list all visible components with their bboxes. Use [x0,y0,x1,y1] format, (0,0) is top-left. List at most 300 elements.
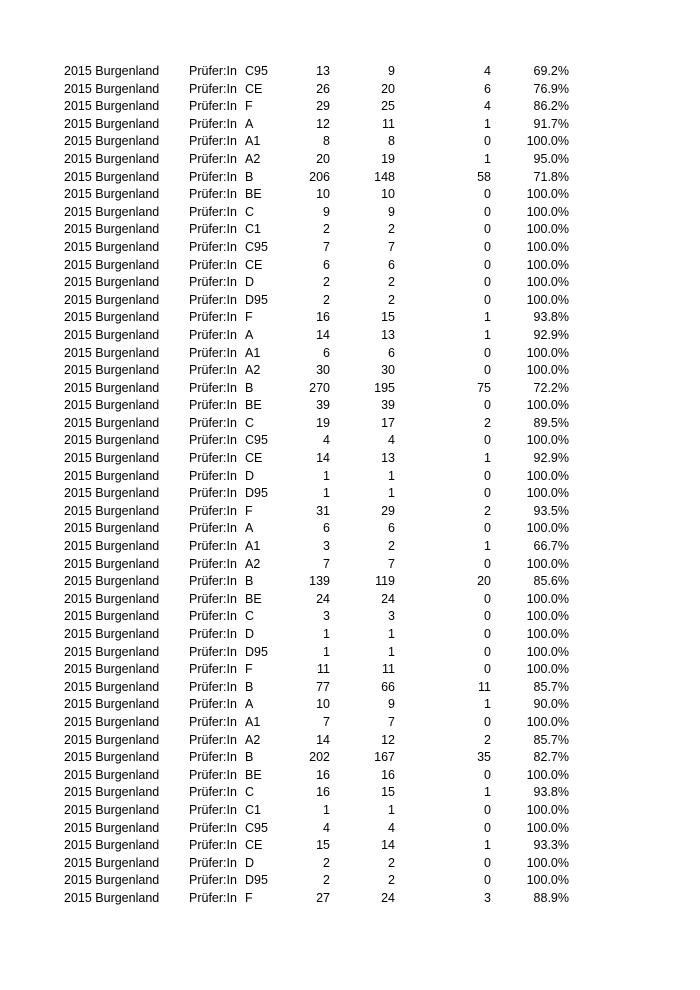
year-region-cell: 2015 Burgenland [64,609,160,624]
year-region-cell: 2015 Burgenland [64,81,160,96]
class-cell: D95 [245,292,268,307]
passed-cell: 1 [388,644,395,659]
total-cell: 1 [323,802,330,817]
year-region-cell: 2015 Burgenland [64,187,160,202]
total-cell: 1 [323,486,330,501]
year-region-cell: 2015 Burgenland [64,99,160,114]
role-cell: Prüfer:In [189,81,237,96]
class-cell: D95 [245,644,268,659]
total-cell: 2 [323,855,330,870]
total-cell: 1 [323,644,330,659]
year-region-cell: 2015 Burgenland [64,820,160,835]
rate-cell: 100.0% [526,627,569,641]
passed-cell: 66 [381,679,395,694]
table-row [0,133,700,151]
failed-cell: 0 [484,363,491,378]
failed-cell: 0 [484,714,491,729]
total-cell: 2 [323,292,330,307]
rate-cell: 76.9% [533,81,569,96]
class-cell: D [245,627,255,641]
rate-cell: 100.0% [526,855,569,870]
rate-cell: 100.0% [526,433,569,448]
role-cell: Prüfer:In [189,363,237,378]
table-row [0,732,700,750]
rate-cell: 100.0% [526,187,569,202]
year-region-cell: 2015 Burgenland [64,644,160,659]
year-region-cell: 2015 Burgenland [64,327,160,342]
class-cell: BE [245,591,262,606]
rate-cell: 93.8% [533,785,569,800]
rate-cell: 100.0% [526,134,569,149]
total-cell: 16 [316,310,330,325]
failed-cell: 1 [484,116,491,131]
table-row [0,151,700,169]
total-cell: 8 [323,134,330,149]
rate-cell: 71.8% [533,169,569,184]
year-region-cell: 2015 Burgenland [64,257,160,272]
total-cell: 4 [323,820,330,835]
table-row [0,204,700,222]
role-cell: Prüfer:In [189,451,237,466]
passed-cell: 6 [388,257,395,272]
passed-cell: 2 [388,292,395,307]
failed-cell: 11 [478,679,491,694]
passed-cell: 25 [381,99,395,114]
role-cell: Prüfer:In [189,767,237,782]
class-cell: B [245,679,254,694]
total-cell: 2 [323,275,330,290]
class-cell: D [245,855,255,870]
year-region-cell: 2015 Burgenland [64,697,160,712]
rate-cell: 100.0% [526,486,569,501]
passed-cell: 2 [388,275,395,290]
class-cell: A1 [245,134,261,149]
role-cell: Prüfer:In [189,732,237,747]
table-row [0,591,700,609]
total-cell: 4 [323,433,330,448]
total-cell: 270 [309,380,330,395]
class-cell: D [245,468,255,483]
role-cell: Prüfer:In [189,327,237,342]
rate-cell: 100.0% [526,345,569,360]
role-cell: Prüfer:In [189,380,237,395]
class-cell: B [245,380,254,395]
total-cell: 24 [316,591,330,606]
table-row [0,538,700,556]
table-row [0,608,700,626]
role-cell: Prüfer:In [189,187,237,202]
class-cell: BE [245,187,262,202]
class-cell: D95 [245,873,268,888]
year-region-cell: 2015 Burgenland [64,714,160,729]
passed-cell: 29 [381,503,395,518]
rate-cell: 90.0% [533,697,569,712]
rate-cell: 100.0% [526,521,569,536]
class-cell: CE [245,451,263,466]
total-cell: 9 [323,204,330,219]
year-region-cell: 2015 Burgenland [64,750,160,765]
rate-cell: 100.0% [526,662,569,677]
failed-cell: 0 [484,556,491,571]
table-row [0,63,700,81]
failed-cell: 35 [477,750,491,765]
table-row [0,679,700,697]
passed-cell: 15 [381,310,395,325]
year-region-cell: 2015 Burgenland [64,275,160,290]
total-cell: 16 [316,767,330,782]
passed-cell: 14 [381,838,395,853]
total-cell: 6 [323,521,330,536]
class-cell: F [245,310,253,325]
passed-cell: 24 [381,591,395,606]
class-cell: D [245,275,255,290]
passed-cell: 11 [382,662,395,677]
role-cell: Prüfer:In [189,521,237,536]
class-cell: A1 [245,345,261,360]
role-cell: Prüfer:In [189,750,237,765]
failed-cell: 2 [484,415,491,430]
total-cell: 12 [316,116,330,131]
passed-cell: 17 [381,415,395,430]
class-cell: C [245,415,255,430]
passed-cell: 39 [381,398,395,413]
failed-cell: 1 [484,785,491,800]
failed-cell: 0 [484,662,491,677]
total-cell: 10 [316,697,330,712]
rate-cell: 93.3% [533,838,569,853]
passed-cell: 16 [381,767,395,782]
table-row [0,257,700,275]
role-cell: Prüfer:In [189,679,237,694]
year-region-cell: 2015 Burgenland [64,468,160,483]
total-cell: 11 [317,662,330,677]
rate-cell: 100.0% [526,609,569,624]
table-row [0,415,700,433]
passed-cell: 6 [388,521,395,536]
failed-cell: 20 [477,574,491,589]
year-region-cell: 2015 Burgenland [64,380,160,395]
role-cell: Prüfer:In [189,486,237,501]
table-row [0,820,700,838]
failed-cell: 1 [484,838,491,853]
failed-cell: 75 [477,380,491,395]
total-cell: 2 [323,222,330,237]
failed-cell: 0 [484,275,491,290]
rate-cell: 100.0% [526,398,569,413]
rate-cell: 100.0% [526,873,569,888]
table-row [0,626,700,644]
table-row [0,468,700,486]
role-cell: Prüfer:In [189,275,237,290]
table-row [0,292,700,310]
year-region-cell: 2015 Burgenland [64,627,160,641]
total-cell: 29 [316,99,330,114]
year-region-cell: 2015 Burgenland [64,662,160,677]
role-cell: Prüfer:In [189,257,237,272]
class-cell: C1 [245,802,261,817]
table-row [0,239,700,257]
passed-cell: 167 [374,750,395,765]
class-cell: C95 [245,433,268,448]
passed-cell: 2 [388,855,395,870]
role-cell: Prüfer:In [189,415,237,430]
table-row [0,644,700,662]
table-row [0,309,700,327]
year-region-cell: 2015 Burgenland [64,503,160,518]
class-cell: BE [245,767,262,782]
table-row [0,503,700,521]
year-region-cell: 2015 Burgenland [64,222,160,237]
role-cell: Prüfer:In [189,802,237,817]
class-cell: C [245,204,255,219]
rate-cell: 100.0% [526,222,569,237]
failed-cell: 0 [484,644,491,659]
year-region-cell: 2015 Burgenland [64,785,160,800]
failed-cell: 0 [484,609,491,624]
year-region-cell: 2015 Burgenland [64,732,160,747]
year-region-cell: 2015 Burgenland [64,239,160,254]
table-row [0,520,700,538]
failed-cell: 0 [484,257,491,272]
table-row [0,362,700,380]
role-cell: Prüfer:In [189,222,237,237]
passed-cell: 7 [388,239,395,254]
failed-cell: 0 [484,187,491,202]
year-region-cell: 2015 Burgenland [64,539,160,554]
role-cell: Prüfer:In [189,890,237,905]
total-cell: 16 [316,785,330,800]
total-cell: 39 [316,398,330,413]
year-region-cell: 2015 Burgenland [64,415,160,430]
rate-cell: 88.9% [533,890,569,905]
passed-cell: 30 [381,363,395,378]
passed-cell: 7 [388,714,395,729]
rate-cell: 100.0% [526,591,569,606]
passed-cell: 13 [381,327,395,342]
role-cell: Prüfer:In [189,292,237,307]
year-region-cell: 2015 Burgenland [64,574,160,589]
class-cell: C95 [245,239,268,254]
table-row [0,432,700,450]
total-cell: 26 [316,81,330,96]
rate-cell: 86.2% [533,99,569,114]
table-row [0,221,700,239]
year-region-cell: 2015 Burgenland [64,204,160,219]
class-cell: D95 [245,486,268,501]
year-region-cell: 2015 Burgenland [64,398,160,413]
table-row [0,556,700,574]
rate-cell: 91.7% [533,116,569,131]
table-row [0,397,700,415]
passed-cell: 6 [388,345,395,360]
failed-cell: 1 [484,539,491,554]
year-region-cell: 2015 Burgenland [64,151,160,166]
total-cell: 3 [323,539,330,554]
year-region-cell: 2015 Burgenland [64,838,160,853]
passed-cell: 11 [382,116,395,131]
rate-cell: 100.0% [526,363,569,378]
passed-cell: 8 [388,134,395,149]
role-cell: Prüfer:In [189,539,237,554]
rate-cell: 93.8% [533,310,569,325]
rate-cell: 69.2% [533,64,569,78]
role-cell: Prüfer:In [189,169,237,184]
failed-cell: 58 [477,169,491,184]
year-region-cell: 2015 Burgenland [64,767,160,782]
role-cell: Prüfer:In [189,99,237,114]
year-region-cell: 2015 Burgenland [64,890,160,905]
failed-cell: 1 [484,451,491,466]
class-cell: A2 [245,556,261,571]
role-cell: Prüfer:In [189,627,237,641]
table-row [0,872,700,890]
failed-cell: 0 [484,433,491,448]
passed-cell: 1 [388,486,395,501]
failed-cell: 4 [484,64,491,78]
passed-cell: 9 [388,697,395,712]
failed-cell: 0 [484,398,491,413]
year-region-cell: 2015 Burgenland [64,521,160,536]
total-cell: 7 [323,714,330,729]
passed-cell: 13 [381,451,395,466]
role-cell: Prüfer:In [189,134,237,149]
failed-cell: 0 [484,873,491,888]
total-cell: 6 [323,345,330,360]
class-cell: A [245,116,254,131]
passed-cell: 9 [388,204,395,219]
total-cell: 14 [316,327,330,342]
failed-cell: 0 [484,345,491,360]
failed-cell: 0 [484,855,491,870]
year-region-cell: 2015 Burgenland [64,116,160,131]
rate-cell: 100.0% [526,292,569,307]
total-cell: 14 [316,732,330,747]
year-region-cell: 2015 Burgenland [64,292,160,307]
class-cell: C [245,785,255,800]
total-cell: 27 [316,890,330,905]
total-cell: 15 [316,838,330,853]
passed-cell: 195 [374,380,395,395]
class-cell: A2 [245,363,261,378]
rate-cell: 66.7% [533,539,569,554]
rate-cell: 95.0% [533,151,569,166]
year-region-cell: 2015 Burgenland [64,169,160,184]
passed-cell: 4 [388,433,395,448]
failed-cell: 3 [484,890,491,905]
year-region-cell: 2015 Burgenland [64,134,160,149]
table-row [0,327,700,345]
passed-cell: 24 [381,890,395,905]
role-cell: Prüfer:In [189,574,237,589]
failed-cell: 1 [484,310,491,325]
failed-cell: 0 [484,802,491,817]
total-cell: 10 [316,187,330,202]
class-cell: F [245,99,253,114]
class-cell: A1 [245,539,261,554]
role-cell: Prüfer:In [189,151,237,166]
total-cell: 1 [323,627,330,641]
failed-cell: 0 [484,820,491,835]
class-cell: F [245,503,253,518]
table-row [0,81,700,99]
total-cell: 19 [316,415,330,430]
class-cell: C95 [245,820,268,835]
table-row [0,767,700,785]
role-cell: Prüfer:In [189,591,237,606]
rate-cell: 100.0% [526,239,569,254]
rate-cell: 72.2% [533,380,569,395]
rate-cell: 100.0% [526,556,569,571]
rate-cell: 100.0% [526,767,569,782]
class-cell: F [245,662,253,677]
failed-cell: 1 [484,697,491,712]
table-row [0,98,700,116]
total-cell: 139 [309,574,330,589]
table-row [0,450,700,468]
class-cell: CE [245,81,263,96]
passed-cell: 7 [388,556,395,571]
role-cell: Prüfer:In [189,644,237,659]
role-cell: Prüfer:In [189,855,237,870]
year-region-cell: 2015 Burgenland [64,345,160,360]
rate-cell: 100.0% [526,820,569,835]
failed-cell: 2 [484,503,491,518]
total-cell: 77 [316,679,330,694]
class-cell: B [245,750,254,765]
class-cell: A2 [245,732,261,747]
rate-cell: 100.0% [526,802,569,817]
failed-cell: 0 [484,767,491,782]
rate-cell: 92.9% [533,327,569,342]
total-cell: 206 [309,169,330,184]
rate-cell: 100.0% [526,468,569,483]
failed-cell: 1 [484,151,491,166]
passed-cell: 15 [381,785,395,800]
year-region-cell: 2015 Burgenland [64,486,160,501]
passed-cell: 2 [388,539,395,554]
role-cell: Prüfer:In [189,345,237,360]
failed-cell: 0 [484,204,491,219]
year-region-cell: 2015 Burgenland [64,433,160,448]
class-cell: A2 [245,151,261,166]
role-cell: Prüfer:In [189,64,237,78]
class-cell: BE [245,398,262,413]
failed-cell: 0 [484,239,491,254]
failed-cell: 0 [484,591,491,606]
table-row [0,116,700,134]
rate-cell: 93.5% [533,503,569,518]
table-row [0,784,700,802]
class-cell: CE [245,257,263,272]
total-cell: 7 [323,556,330,571]
rate-cell: 89.5% [533,415,569,430]
year-region-cell: 2015 Burgenland [64,802,160,817]
class-cell: B [245,574,254,589]
total-cell: 30 [316,363,330,378]
failed-cell: 0 [484,521,491,536]
passed-cell: 12 [381,732,395,747]
total-cell: 6 [323,257,330,272]
table-row [0,802,700,820]
class-cell: F [245,890,253,905]
passed-cell: 1 [388,468,395,483]
table-row [0,890,700,908]
rate-cell: 100.0% [526,257,569,272]
role-cell: Prüfer:In [189,468,237,483]
failed-cell: 2 [484,732,491,747]
class-cell: C [245,609,255,624]
rate-cell: 100.0% [526,644,569,659]
